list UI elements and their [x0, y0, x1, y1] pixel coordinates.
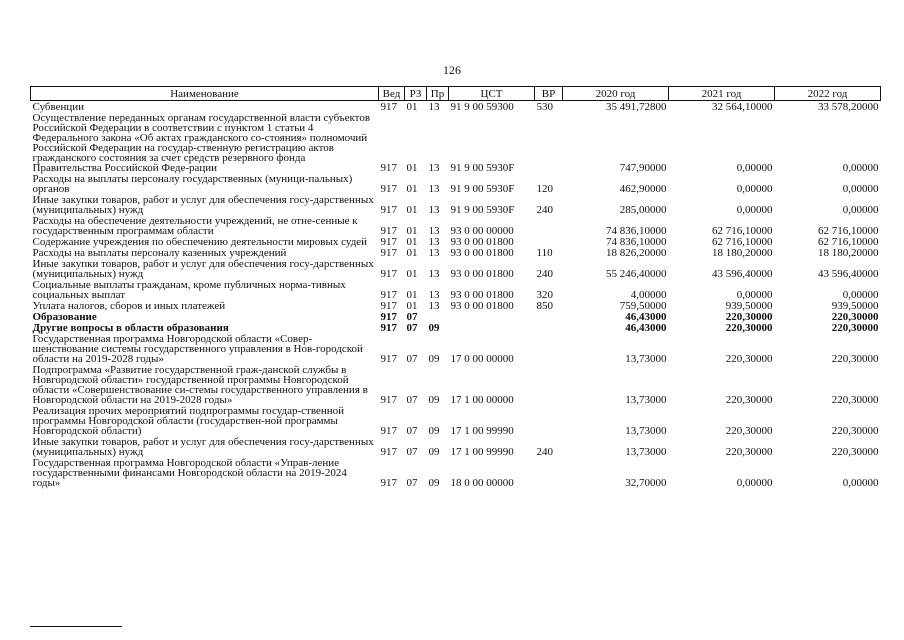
cell-vr — [535, 322, 563, 333]
header-pr: Пр — [427, 87, 449, 101]
cell-y2020: 32,70000 — [625, 477, 667, 489]
header-rz: РЗ — [405, 87, 427, 101]
cell-cst: 93 0 00 01800 — [450, 300, 514, 312]
cell-cst: 91 9 00 5930F — [450, 183, 515, 195]
cell-ved: 917 — [380, 183, 397, 195]
cell-y2022: 43 596,40000 — [818, 268, 879, 280]
table-row — [31, 101, 881, 113]
header-2020: 2020 год — [563, 87, 669, 101]
cell-y2021: 220,30000 — [725, 311, 773, 323]
cell-vr: 530 — [536, 101, 553, 113]
cell-rz: 07 — [406, 394, 418, 406]
cell-cst — [449, 322, 535, 333]
cell-y2022: 62 716,10000 — [818, 225, 879, 237]
cell-y2022: 0,00000 — [842, 183, 879, 195]
cell-ved: 917 — [380, 477, 397, 489]
cell-rz: 07 — [406, 322, 418, 334]
cell-pr: 13 — [428, 162, 440, 174]
cell-y2022: 220,30000 — [831, 311, 879, 323]
cell-y2021: 0,00000 — [736, 477, 773, 489]
cell-pr: 09 — [428, 394, 440, 406]
cell-name: Иные закупки товаров, работ и услуг для обеспечения госу-дарственных (муниципальных) нужд — [32, 194, 374, 216]
cell-y2020: 55 246,40000 — [606, 268, 667, 280]
cell-pr: 13 — [428, 289, 440, 301]
cell-cst — [449, 311, 535, 322]
cell-ved: 917 — [380, 394, 397, 406]
cell-pr — [427, 311, 449, 322]
cell-y2020: 4,00000 — [630, 289, 667, 301]
cell-cst: 17 1 00 00000 — [450, 394, 514, 406]
cell-y2021: 220,30000 — [725, 446, 773, 458]
cell-y2022: 220,30000 — [831, 446, 879, 458]
cell-cst: 17 1 00 99990 — [450, 446, 514, 458]
table-row — [31, 173, 881, 194]
table-row — [31, 322, 881, 333]
cell-vr: 240 — [536, 268, 553, 280]
cell-vr — [535, 311, 563, 322]
cell-y2020: 46,43000 — [625, 322, 667, 334]
cell-vr: 240 — [536, 204, 553, 216]
cell-y2021: 32 564,10000 — [712, 101, 773, 113]
cell-name: Иные закупки товаров, работ и услуг для обеспечения госу-дарственных (муниципальных) нужд — [32, 258, 374, 280]
cell-cst: 18 0 00 00000 — [450, 477, 514, 489]
cell-name: Расходы на обеспечение деятельности учреждений, не отне-сенные к государственным программам области — [32, 215, 358, 237]
cell-y2022: 0,00000 — [842, 477, 879, 489]
cell-y2022: 220,30000 — [831, 353, 879, 365]
cell-y2022: 220,30000 — [831, 394, 879, 406]
cell-rz: 07 — [406, 446, 418, 458]
cell-ved: 917 — [380, 101, 397, 113]
cell-y2021: 0,00000 — [736, 289, 773, 301]
header-name: Наименование — [31, 87, 379, 101]
cell-name: Государственная программа Новгородской области «Совер-шенствование системы государственного управления в Нов-городской области на 2019-2028 годы» — [32, 333, 363, 365]
cell-ved: 917 — [380, 225, 397, 237]
header-ved: Вед — [379, 87, 405, 101]
cell-y2022: 0,00000 — [842, 204, 879, 216]
cell-pr: 13 — [428, 183, 440, 195]
cell-rz: 07 — [406, 477, 418, 489]
cell-rz: 01 — [406, 236, 418, 248]
cell-ved: 917 — [380, 289, 397, 301]
cell-pr: 13 — [428, 236, 440, 248]
cell-y2021: 0,00000 — [736, 162, 773, 174]
cell-pr: 13 — [428, 300, 440, 312]
cell-name: Реализация прочих мероприятий подпрограммы государ-ственной программы Новгородской области (государствен-ной программы Новгородской области) — [32, 405, 345, 437]
cell-y2022: 0,00000 — [842, 162, 879, 174]
cell-y2020: 13,73000 — [625, 446, 667, 458]
cell-y2022: 939,50000 — [831, 300, 879, 312]
cell-y2021: 18 180,20000 — [712, 247, 773, 259]
cell-pr: 09 — [428, 353, 440, 365]
cell-rz: 01 — [406, 289, 418, 301]
cell-name: Уплата налогов, сборов и иных платежей — [32, 300, 226, 312]
cell-ved: 917 — [380, 446, 397, 458]
cell-y2021: 62 716,10000 — [712, 225, 773, 237]
cell-y2022: 0,00000 — [842, 289, 879, 301]
cell-rz: 07 — [406, 353, 418, 365]
table-row — [31, 194, 881, 215]
cell-name: Осуществление переданных органам государственной власти субъектов Российской Федерации в соответствии с пунктом 1 статьи 4 Федерального закона «Об актах гражданского со-стояния» полномочий Российской Федерации на государ-ственную регистрацию актов гражданского состояния за счет средств резервного фонда Правительства Российской Феде-рации — [32, 112, 371, 174]
table-row — [31, 436, 881, 457]
cell-y2020: 46,43000 — [625, 311, 667, 323]
table-row — [31, 279, 881, 300]
cell-vr — [535, 215, 563, 236]
cell-y2022: 62 716,10000 — [818, 236, 879, 248]
cell-rz: 01 — [406, 268, 418, 280]
page-number: 126 — [443, 63, 461, 77]
table-header-row — [31, 87, 881, 101]
cell-y2021: 220,30000 — [725, 353, 773, 365]
cell-name: Расходы на выплаты персоналу государственных (муници-пальных) органов — [32, 173, 353, 195]
cell-y2022: 18 180,20000 — [818, 247, 879, 259]
cell-cst: 93 0 00 00000 — [450, 225, 514, 237]
cell-ved: 917 — [380, 162, 397, 174]
cell-y2020: 18 826,20000 — [606, 247, 667, 259]
cell-rz: 01 — [406, 300, 418, 312]
cell-y2021: 0,00000 — [736, 204, 773, 216]
table-row — [31, 258, 881, 279]
cell-ved: 917 — [380, 322, 397, 334]
cell-vr — [535, 333, 563, 364]
cell-cst: 93 0 00 01800 — [450, 289, 514, 301]
cell-cst: 93 0 00 01800 — [450, 236, 514, 248]
cell-y2021: 939,50000 — [725, 300, 773, 312]
cell-pr: 09 — [428, 425, 440, 437]
cell-y2021: 43 596,40000 — [712, 268, 773, 280]
cell-rz: 01 — [406, 183, 418, 195]
cell-ved: 917 — [380, 236, 397, 248]
cell-y2022: 220,30000 — [831, 425, 879, 437]
cell-cst: 17 1 00 99990 — [450, 425, 514, 437]
cell-y2021: 220,30000 — [725, 394, 773, 406]
cell-pr: 13 — [428, 268, 440, 280]
cell-ved: 917 — [380, 204, 397, 216]
cell-y2020: 13,73000 — [625, 394, 667, 406]
cell-name: Социальные выплаты гражданам, кроме публичных норма-тивных социальных выплат — [32, 279, 346, 301]
cell-cst: 91 9 00 5930F — [450, 204, 515, 216]
cell-name: Государственная программа Новгородской области «Управ-ление государственными финансами Новгородской области на 2019-2024 годы» — [32, 457, 347, 489]
cell-cst: 91 9 00 5930F — [450, 162, 515, 174]
cell-rz: 01 — [406, 101, 418, 113]
cell-name: Расходы на выплаты персоналу казенных учреждений — [32, 247, 287, 259]
table-row — [31, 333, 881, 364]
cell-y2020: 35 491,72800 — [606, 101, 667, 113]
cell-vr — [535, 236, 563, 247]
table-row — [31, 364, 881, 405]
cell-rz: 01 — [406, 247, 418, 259]
cell-y2020: 74 836,10000 — [606, 236, 667, 248]
cell-vr — [535, 457, 563, 488]
cell-vr — [535, 364, 563, 405]
table-row — [31, 300, 881, 311]
table-row — [31, 311, 881, 322]
table-row — [31, 112, 881, 173]
cell-pr: 13 — [428, 225, 440, 237]
cell-y2020: 285,00000 — [619, 204, 667, 216]
cell-y2020: 747,90000 — [619, 162, 667, 174]
cell-cst: 17 0 00 00000 — [450, 353, 514, 365]
cell-rz: 07 — [406, 425, 418, 437]
table-row — [31, 215, 881, 236]
cell-rz: 07 — [406, 311, 418, 323]
table-row — [31, 247, 881, 258]
cell-cst: 91 9 00 59300 — [450, 101, 514, 113]
cell-y2021: 62 716,10000 — [712, 236, 773, 248]
cell-name: Другие вопросы в области образования — [32, 322, 229, 334]
cell-ved: 917 — [380, 425, 397, 437]
header-2021: 2021 год — [669, 87, 775, 101]
cell-pr: 09 — [428, 322, 440, 334]
cell-y2021: 220,30000 — [725, 425, 773, 437]
cell-vr: 320 — [536, 289, 553, 301]
cell-vr: 240 — [536, 446, 553, 458]
cell-y2020: 759,50000 — [619, 300, 667, 312]
cell-ved: 917 — [380, 268, 397, 280]
cell-pr: 13 — [428, 247, 440, 259]
header-2022: 2022 год — [775, 87, 881, 101]
table-body — [31, 101, 881, 489]
cell-y2022: 33 578,20000 — [818, 101, 879, 113]
cell-y2020: 74 836,10000 — [606, 225, 667, 237]
table-row — [31, 236, 881, 247]
cell-pr: 13 — [428, 101, 440, 113]
cell-name: Иные закупки товаров, работ и услуг для обеспечения госу-дарственных (муниципальных) нужд — [32, 436, 374, 458]
cell-y2022: 220,30000 — [831, 322, 879, 334]
cell-name: Субвенции — [32, 101, 85, 113]
cell-y2020: 462,90000 — [619, 183, 667, 195]
cell-rz: 01 — [406, 204, 418, 216]
cell-vr — [535, 405, 563, 436]
cell-ved: 917 — [380, 247, 397, 259]
cell-vr: 850 — [536, 300, 553, 312]
cell-pr: 09 — [428, 446, 440, 458]
cell-cst: 93 0 00 01800 — [450, 268, 514, 280]
cell-vr — [535, 112, 563, 173]
cell-name: Образование — [32, 311, 97, 323]
cell-vr: 110 — [536, 247, 553, 259]
cell-ved: 917 — [380, 353, 397, 365]
cell-vr: 120 — [536, 183, 553, 195]
cell-ved: 917 — [380, 300, 397, 312]
cell-y2021: 220,30000 — [725, 322, 773, 334]
table-row — [31, 457, 881, 488]
cell-y2021: 0,00000 — [736, 183, 773, 195]
footnote-divider — [30, 626, 122, 627]
cell-ved: 917 — [380, 311, 397, 323]
table-row — [31, 405, 881, 436]
cell-name: Подпрограмма «Развитие государственной граж-данской службы в Новгородской области» государственной программы Новгородской области «Совершенствование си-стемы государственного управления в Новгородской области на 2019-2028 годы» — [32, 364, 368, 406]
cell-y2020: 13,73000 — [625, 353, 667, 365]
cell-cst: 93 0 00 01800 — [450, 247, 514, 259]
header-vr: ВР — [535, 87, 563, 101]
budget-table — [30, 86, 881, 488]
cell-rz: 01 — [406, 225, 418, 237]
cell-rz: 01 — [406, 162, 418, 174]
cell-pr: 09 — [428, 477, 440, 489]
cell-y2020: 13,73000 — [625, 425, 667, 437]
header-cst: ЦСТ — [449, 87, 535, 101]
cell-name: Содержание учреждения по обеспечению деятельности мировых судей — [32, 236, 368, 248]
cell-pr: 13 — [428, 204, 440, 216]
